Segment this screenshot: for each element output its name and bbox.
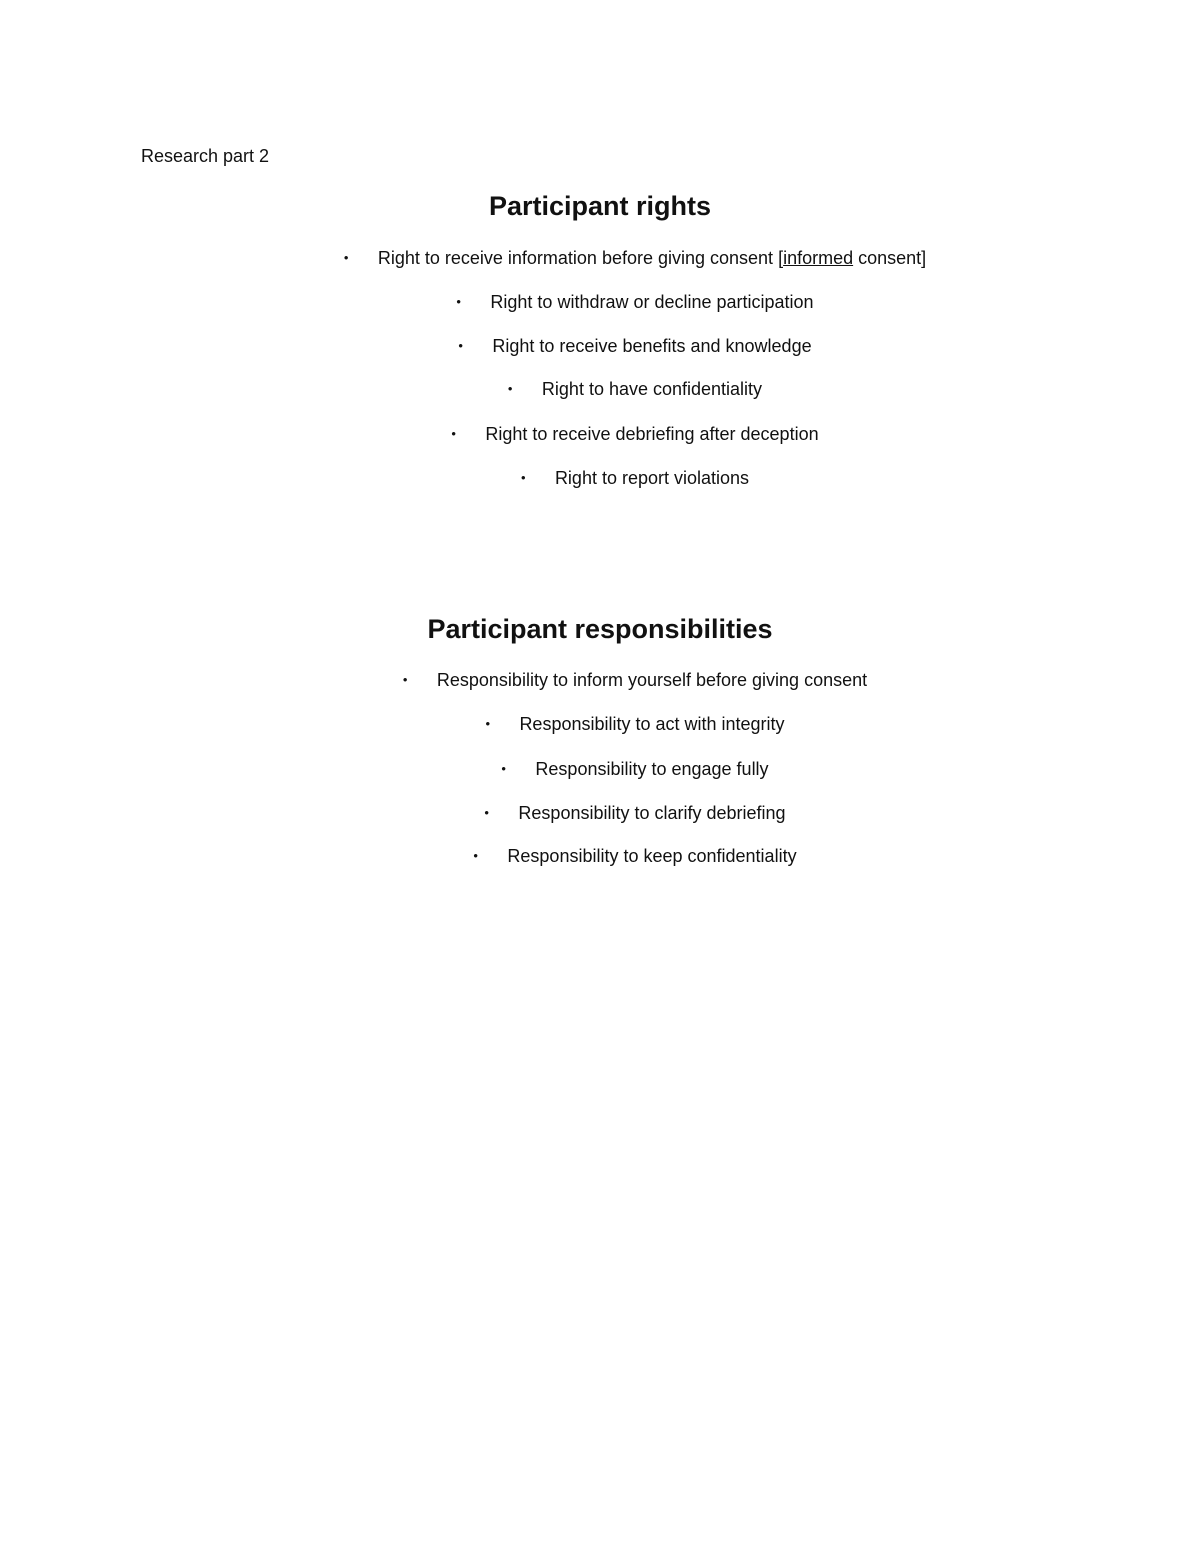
bullet-icon: •	[473, 848, 478, 863]
bullet-icon: •	[501, 761, 506, 776]
bullet-icon: •	[458, 338, 463, 353]
list-item	[0, 466, 1200, 490]
list-item-text: Right to have confidentiality	[541, 379, 763, 399]
bullet-icon: •	[484, 805, 489, 820]
list-item	[0, 290, 1200, 314]
bullet-icon: •	[402, 672, 408, 687]
list-item	[0, 712, 1200, 736]
list-item-text: Right to receive information before giving consent [	[377, 248, 784, 268]
bullet-icon: •	[520, 470, 526, 485]
list-item-text: Responsibility to keep confidentiality	[507, 846, 797, 866]
section-heading-rights: Participant rights	[488, 191, 712, 221]
list-item-text: consent]	[853, 248, 927, 268]
section-heading-responsibilities: Participant responsibilities	[427, 614, 773, 644]
list-item-text: Responsibility to clarify debriefing	[518, 803, 786, 823]
list-item-text: Right to report violations	[554, 468, 750, 488]
bullet-icon: •	[451, 426, 456, 441]
list-item-text: Right to receive debriefing after deception	[485, 424, 819, 444]
list-item-text: Responsibility to engage fully	[535, 759, 769, 779]
list-item-text: Responsibility to act with integrity	[519, 714, 785, 734]
document-label: Research part 2	[141, 146, 270, 166]
bullet-icon: •	[343, 250, 349, 265]
list-item-text: Right to receive benefits and knowledge	[492, 336, 812, 356]
bullet-icon: •	[485, 716, 490, 731]
bullet-icon: •	[456, 294, 461, 309]
underlined-text: informed	[783, 248, 854, 268]
list-item-text: Responsibility to inform yourself before giving consent	[436, 670, 868, 690]
list-item	[0, 334, 1200, 358]
list-item	[0, 668, 1200, 692]
list-item	[0, 246, 1200, 270]
list-item	[0, 422, 1200, 446]
list-item-text: Right to withdraw or decline participation	[490, 292, 814, 312]
list-item	[0, 757, 1200, 781]
list-item	[0, 801, 1200, 825]
list-item	[0, 844, 1200, 868]
list-item	[0, 377, 1200, 401]
bullet-icon: •	[507, 381, 513, 396]
